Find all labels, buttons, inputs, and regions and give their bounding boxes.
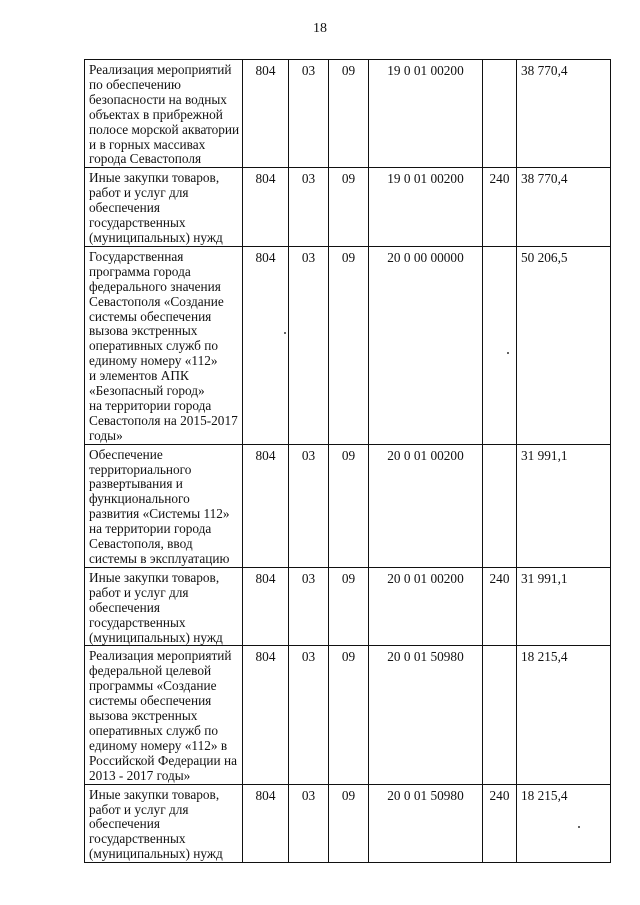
row-name-cell: Реализация мероприятий по обеспечению безопасности на водных объектах в прибрежной полосе морской акватории и в горных массивах города Севастополя bbox=[85, 60, 243, 168]
ministry-code-cell: 804 bbox=[243, 246, 289, 444]
subsection-code-cell: 09 bbox=[329, 646, 369, 784]
row-name-cell: Иные закупки товаров, работ и услуг для обеспечения государственных (муниципальных) нужд bbox=[85, 567, 243, 646]
amount-cell: 18 215,4 bbox=[517, 646, 611, 784]
table-row bbox=[85, 168, 611, 247]
ministry-code-cell: 804 bbox=[243, 60, 289, 168]
amount-cell: 31 991,1 bbox=[517, 444, 611, 567]
section-code-cell: 03 bbox=[289, 246, 329, 444]
expense-type-cell bbox=[483, 60, 517, 168]
ministry-code-cell: 804 bbox=[243, 444, 289, 567]
amount-cell: 38 770,4 bbox=[517, 168, 611, 247]
ministry-code-cell: 804 bbox=[243, 168, 289, 247]
target-article-cell: 19 0 01 00200 bbox=[369, 60, 483, 168]
amount-cell: 31 991,1 bbox=[517, 567, 611, 646]
target-article-cell: 20 0 01 50980 bbox=[369, 784, 483, 863]
table-row bbox=[85, 444, 611, 567]
page-number: 18 bbox=[313, 21, 327, 36]
section-code-cell: 03 bbox=[289, 444, 329, 567]
target-article-cell: 20 0 00 00000 bbox=[369, 246, 483, 444]
table-row bbox=[85, 784, 611, 863]
scan-speck bbox=[284, 332, 286, 334]
amount-cell: 38 770,4 bbox=[517, 60, 611, 168]
section-code-cell: 03 bbox=[289, 646, 329, 784]
target-article-cell: 20 0 01 50980 bbox=[369, 646, 483, 784]
ministry-code-cell: 804 bbox=[243, 567, 289, 646]
row-name-cell: Реализация мероприятий федеральной целевой программы «Создание системы обеспечения вызова экстренных оперативных служб по единому номеру «112» в Российской Федерации на 2013 - 2017 годы» bbox=[85, 646, 243, 784]
scan-speck bbox=[578, 826, 580, 828]
expense-type-cell bbox=[483, 444, 517, 567]
expense-type-cell: 240 bbox=[483, 567, 517, 646]
subsection-code-cell: 09 bbox=[329, 567, 369, 646]
expense-type-cell: 240 bbox=[483, 168, 517, 247]
row-name-cell: Иные закупки товаров, работ и услуг для обеспечения государственных (муниципальных) нужд bbox=[85, 784, 243, 863]
target-article-cell: 20 0 01 00200 bbox=[369, 567, 483, 646]
scan-speck bbox=[507, 352, 509, 354]
ministry-code-cell: 804 bbox=[243, 784, 289, 863]
table-row bbox=[85, 567, 611, 646]
target-article-cell: 20 0 01 00200 bbox=[369, 444, 483, 567]
section-code-cell: 03 bbox=[289, 567, 329, 646]
table-row bbox=[85, 60, 611, 168]
budget-table bbox=[84, 59, 611, 863]
table-row bbox=[85, 646, 611, 784]
expense-type-cell bbox=[483, 246, 517, 444]
amount-cell: 18 215,4 bbox=[517, 784, 611, 863]
section-code-cell: 03 bbox=[289, 60, 329, 168]
amount-cell: 50 206,5 bbox=[517, 246, 611, 444]
row-name-cell: Обеспечение территориального развертывания и функционального развития «Системы 112» на территории города Севастополя, ввод системы в эксплуатацию bbox=[85, 444, 243, 567]
table-row bbox=[85, 246, 611, 444]
subsection-code-cell: 09 bbox=[329, 784, 369, 863]
subsection-code-cell: 09 bbox=[329, 444, 369, 567]
subsection-code-cell: 09 bbox=[329, 168, 369, 247]
expense-type-cell: 240 bbox=[483, 784, 517, 863]
row-name-cell: Иные закупки товаров, работ и услуг для обеспечения государственных (муниципальных) нужд bbox=[85, 168, 243, 247]
section-code-cell: 03 bbox=[289, 784, 329, 863]
section-code-cell: 03 bbox=[289, 168, 329, 247]
subsection-code-cell: 09 bbox=[329, 246, 369, 444]
ministry-code-cell: 804 bbox=[243, 646, 289, 784]
subsection-code-cell: 09 bbox=[329, 60, 369, 168]
expense-type-cell bbox=[483, 646, 517, 784]
target-article-cell: 19 0 01 00200 bbox=[369, 168, 483, 247]
row-name-cell: Государственная программа города федерального значения Севастополя «Создание системы обеспечения вызова экстренных оперативных служб по единому номеру «112» и элементов АПК «Безопасный город» на территории города Севастополя на 2015-2017 годы» bbox=[85, 246, 243, 444]
